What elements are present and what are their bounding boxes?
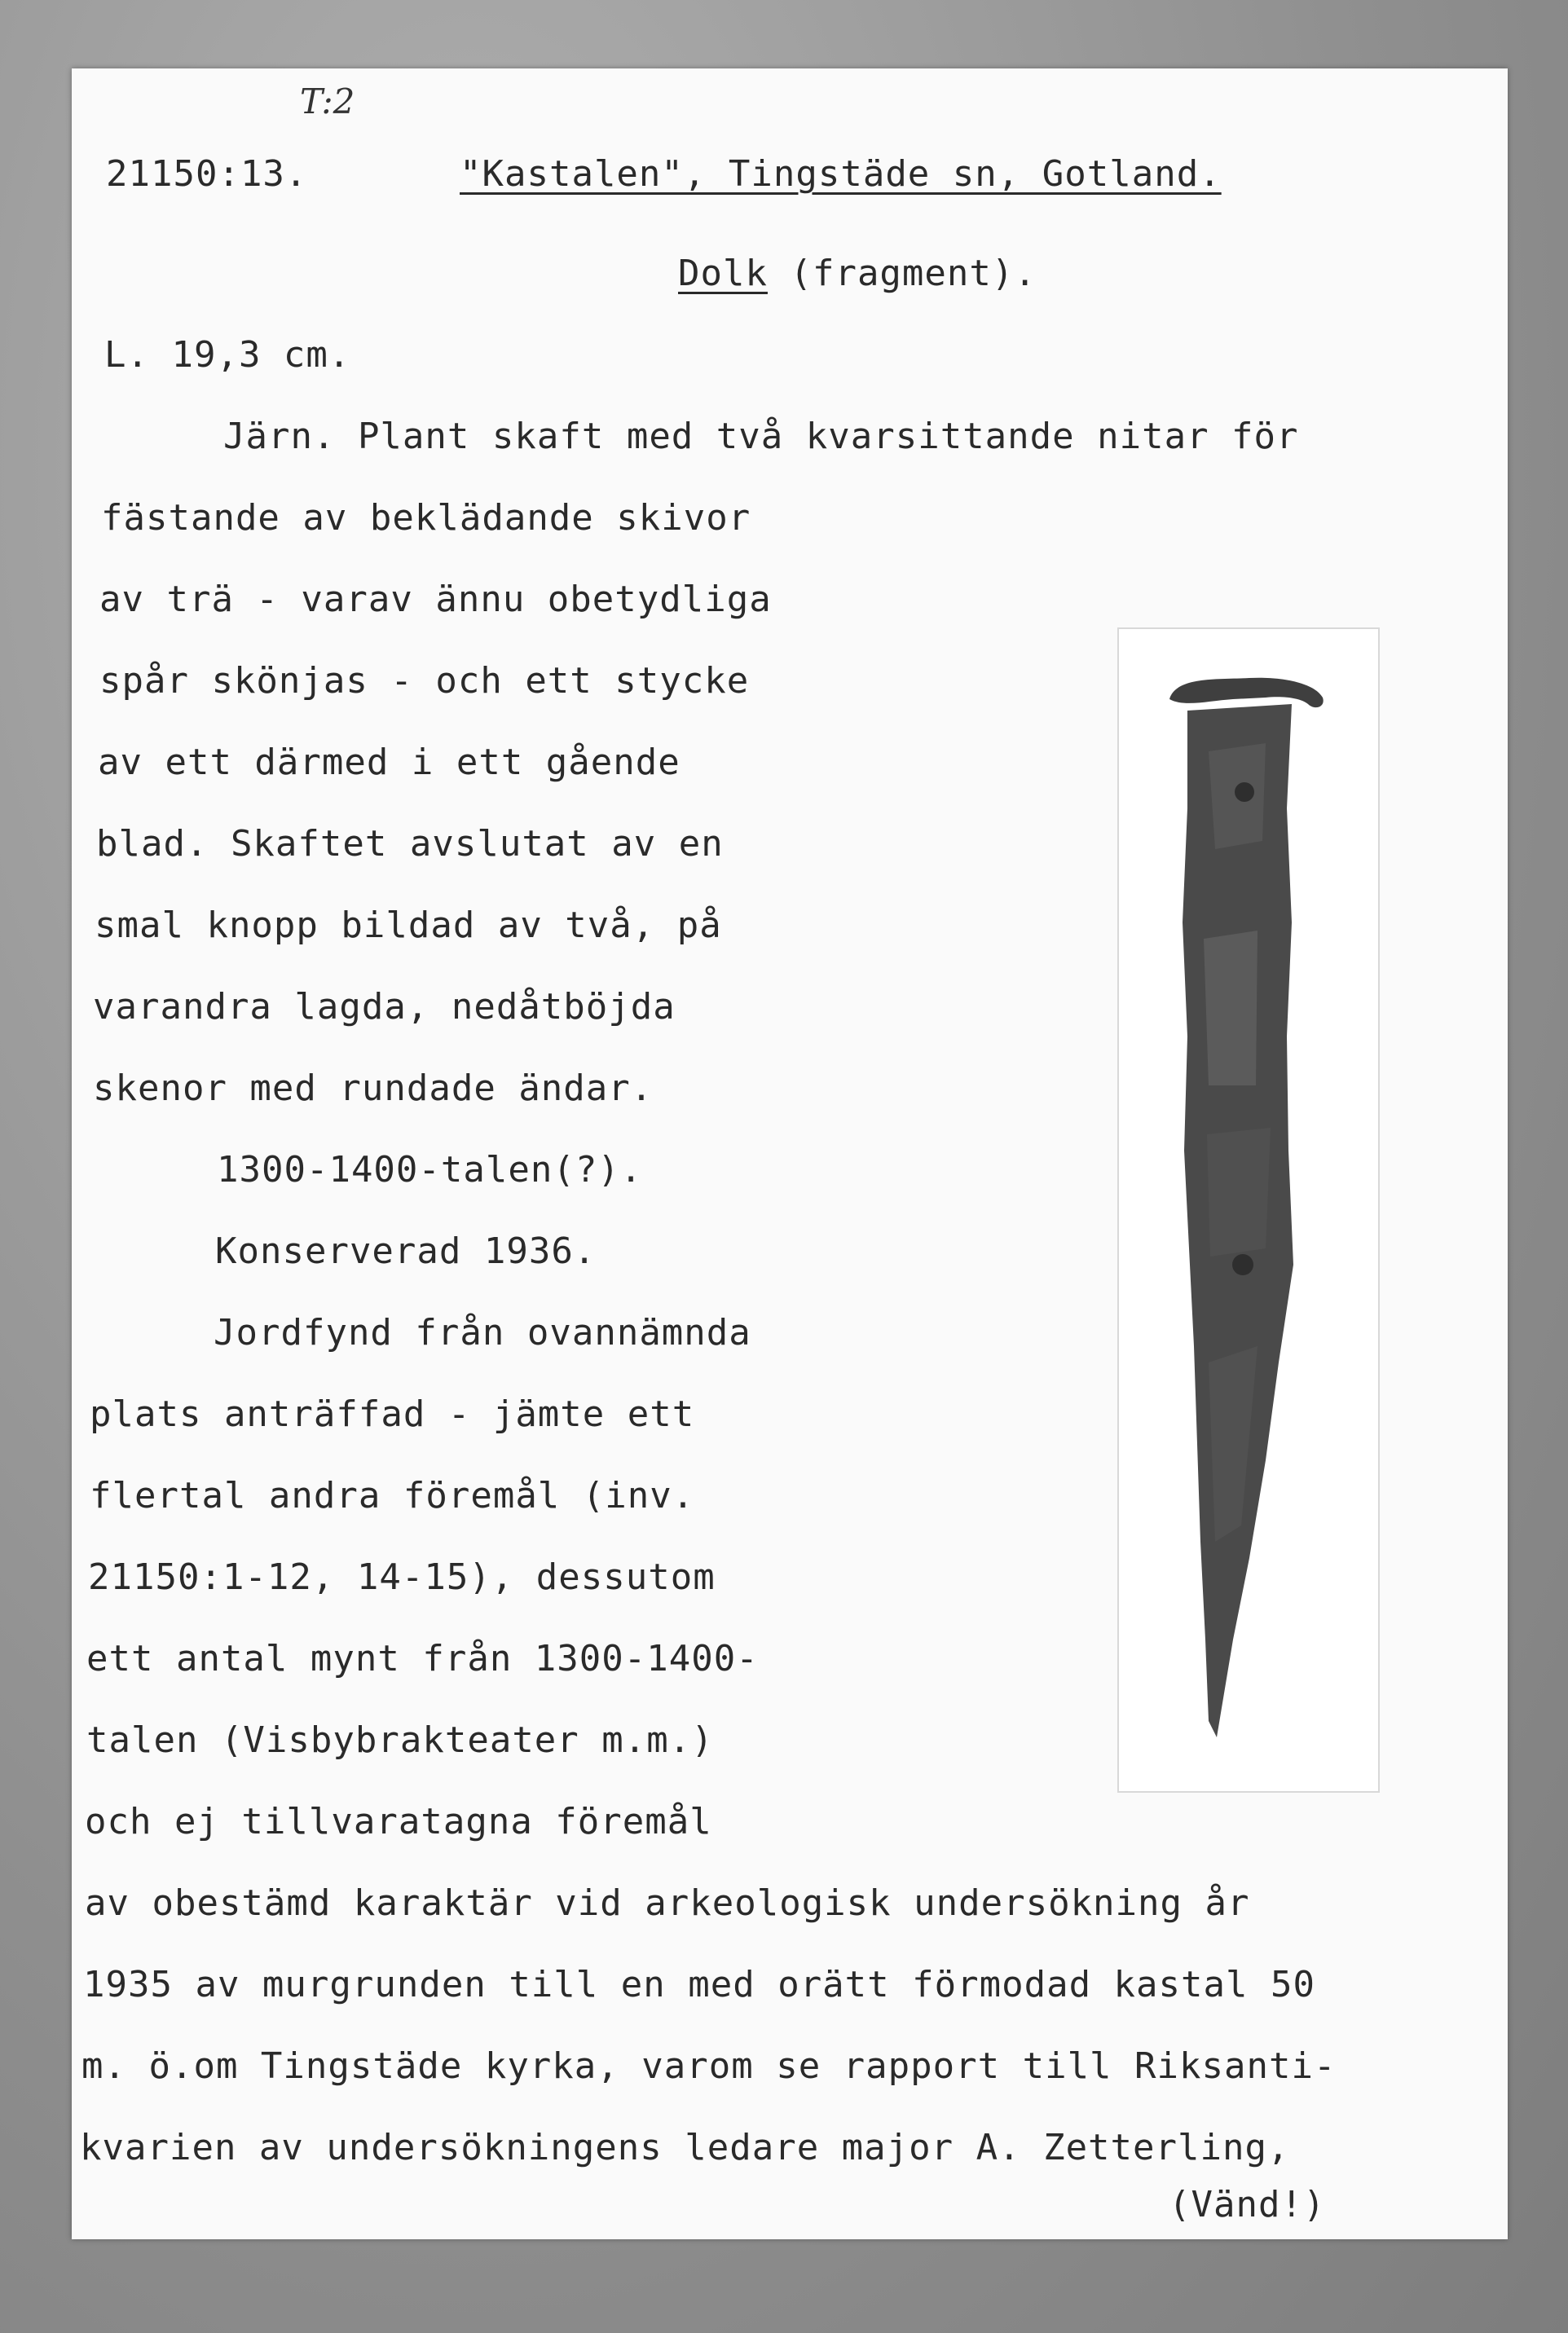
handwritten-mark: T:2: [300, 81, 355, 121]
length: L. 19,3 cm.: [104, 334, 351, 376]
body-line: 21150:1-12, 14-15), dessutom: [88, 1556, 716, 1598]
rivet: [1232, 1254, 1253, 1275]
dagger-photograph: [1117, 627, 1380, 1793]
body-line: smal knopp bildad av två, på: [95, 905, 722, 946]
body-line: m. ö.om Tingstäde kyrka, varom se rapport till Riksanti-: [81, 2045, 1337, 2087]
body-line: skenor med rundade ändar.: [93, 1067, 654, 1109]
body-line: 1935 av murgrunden till en med orätt förmodad kastal 50: [83, 1964, 1315, 2005]
body-line: och ej tillvaratagna föremål: [85, 1801, 712, 1842]
body-line: av ett därmed i ett gående: [98, 742, 680, 783]
body-line: varandra lagda, nedåtböjda: [93, 986, 676, 1028]
body-line: av obestämd karaktär vid arkeologisk undersökning år: [85, 1882, 1250, 1924]
body-line: ett antal mynt från 1300-1400-: [86, 1638, 759, 1679]
turn-over-note: (Vänd!): [1169, 2184, 1326, 2225]
site-heading: "Kastalen", Tingstäde sn, Gotland.: [460, 153, 1222, 195]
body-line: av trä - varav ännu obetydliga: [99, 579, 772, 620]
body-line: kvarien av undersökningens ledare major A. Zetterling,: [80, 2127, 1290, 2168]
body-line: fästande av beklädande skivor: [101, 497, 751, 539]
body-line: spår skönjas - och ett stycke: [99, 660, 750, 702]
object-qualifier: (fragment).: [790, 253, 1037, 294]
catalog-card: [72, 68, 1508, 2239]
body-line: blad. Skaftet avslutat av en: [96, 823, 724, 865]
object-title: Dolk: [678, 253, 768, 294]
dating: 1300-1400-talen(?).: [217, 1149, 643, 1191]
body-line: talen (Visbybrakteater m.m.): [86, 1719, 714, 1761]
inventory-number: 21150:13.: [106, 153, 308, 195]
body-line: flertal andra föremål (inv.: [90, 1475, 695, 1516]
body-line: Jordfynd från ovannämnda: [214, 1312, 751, 1354]
object-title-row: [678, 253, 1037, 294]
conservation: Konserverad 1936.: [215, 1230, 597, 1272]
body-line: plats anträffad - jämte ett: [90, 1393, 695, 1435]
rivet: [1235, 782, 1254, 802]
pommel: [1169, 678, 1324, 707]
body-line: Järn. Plant skaft med två kvarsittande nitar för: [223, 416, 1299, 457]
dagger-fragment-image: [1119, 629, 1378, 1791]
